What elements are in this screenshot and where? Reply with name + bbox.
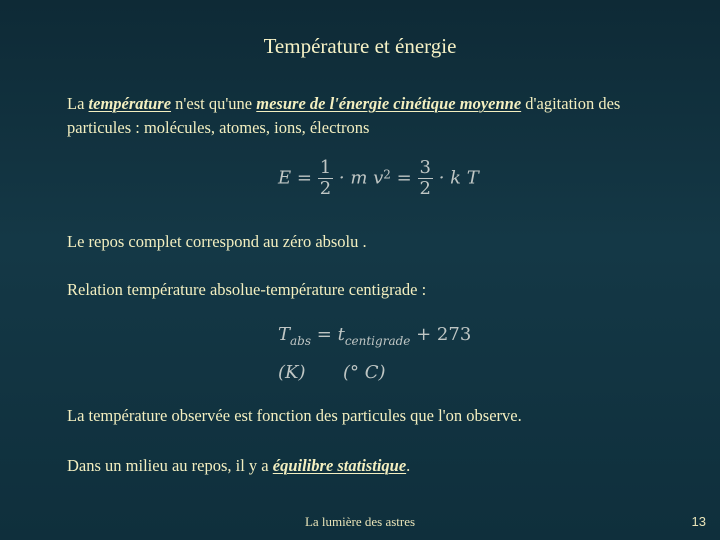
emphasis-temperature: température [88,94,172,113]
equals: = [316,324,332,345]
emphasis-kinetic-energy: mesure de l'énergie cinétique moyenne [256,94,522,113]
numerator: 3 [419,157,431,178]
text: n'est qu'une [171,94,257,113]
equals: = [396,167,412,189]
exponent: 2 [383,167,391,182]
paragraph-temperature-relation: Relation température absolue-température centigrade : [67,280,427,299]
fraction-three-halves [418,158,433,199]
footer-title: La lumière des astres [304,514,416,529]
denominator: 2 [419,178,431,199]
symbol-t-abs: T [278,324,291,345]
subscript-abs: abs [290,334,312,348]
symbol-e: E [278,167,292,189]
paragraph-absolute-zero: Le repos complet correspond au zéro absolu . [67,232,367,251]
formula-absolute-temperature [278,322,471,386]
page-number: 13 [691,514,706,529]
formula-kinetic-energy [278,158,479,199]
numerator: 1 [319,157,332,178]
emphasis-statistical-equilibrium: équilibre statistique [272,456,407,475]
slide-title: Température et énergie [263,34,457,58]
term-mv: · m v [338,167,384,189]
paragraph-statistical-equilibrium [67,454,687,478]
fraction-one-half [318,158,333,199]
text: d'agitation des particules : molécules, atomes, ions, électrons [67,94,621,137]
denominator: 2 [319,178,332,199]
text: Dans un milieu au repos, il y a [67,456,273,475]
equals: = [296,167,312,189]
term-kt: · k T [438,167,479,189]
paragraph-observed-temperature: La température observée est fonction des particules que l'on observe. [67,406,522,425]
symbol-t-centigrade: t [337,324,345,345]
constant-273: + 273 [416,324,472,345]
text: La [67,94,89,113]
unit-kelvin: (K) [278,362,306,383]
subscript-centigrade: centigrade [344,334,411,348]
paragraph-temperature-definition [67,92,687,140]
unit-celsius: (° C) [342,362,386,383]
text: . [406,456,411,475]
